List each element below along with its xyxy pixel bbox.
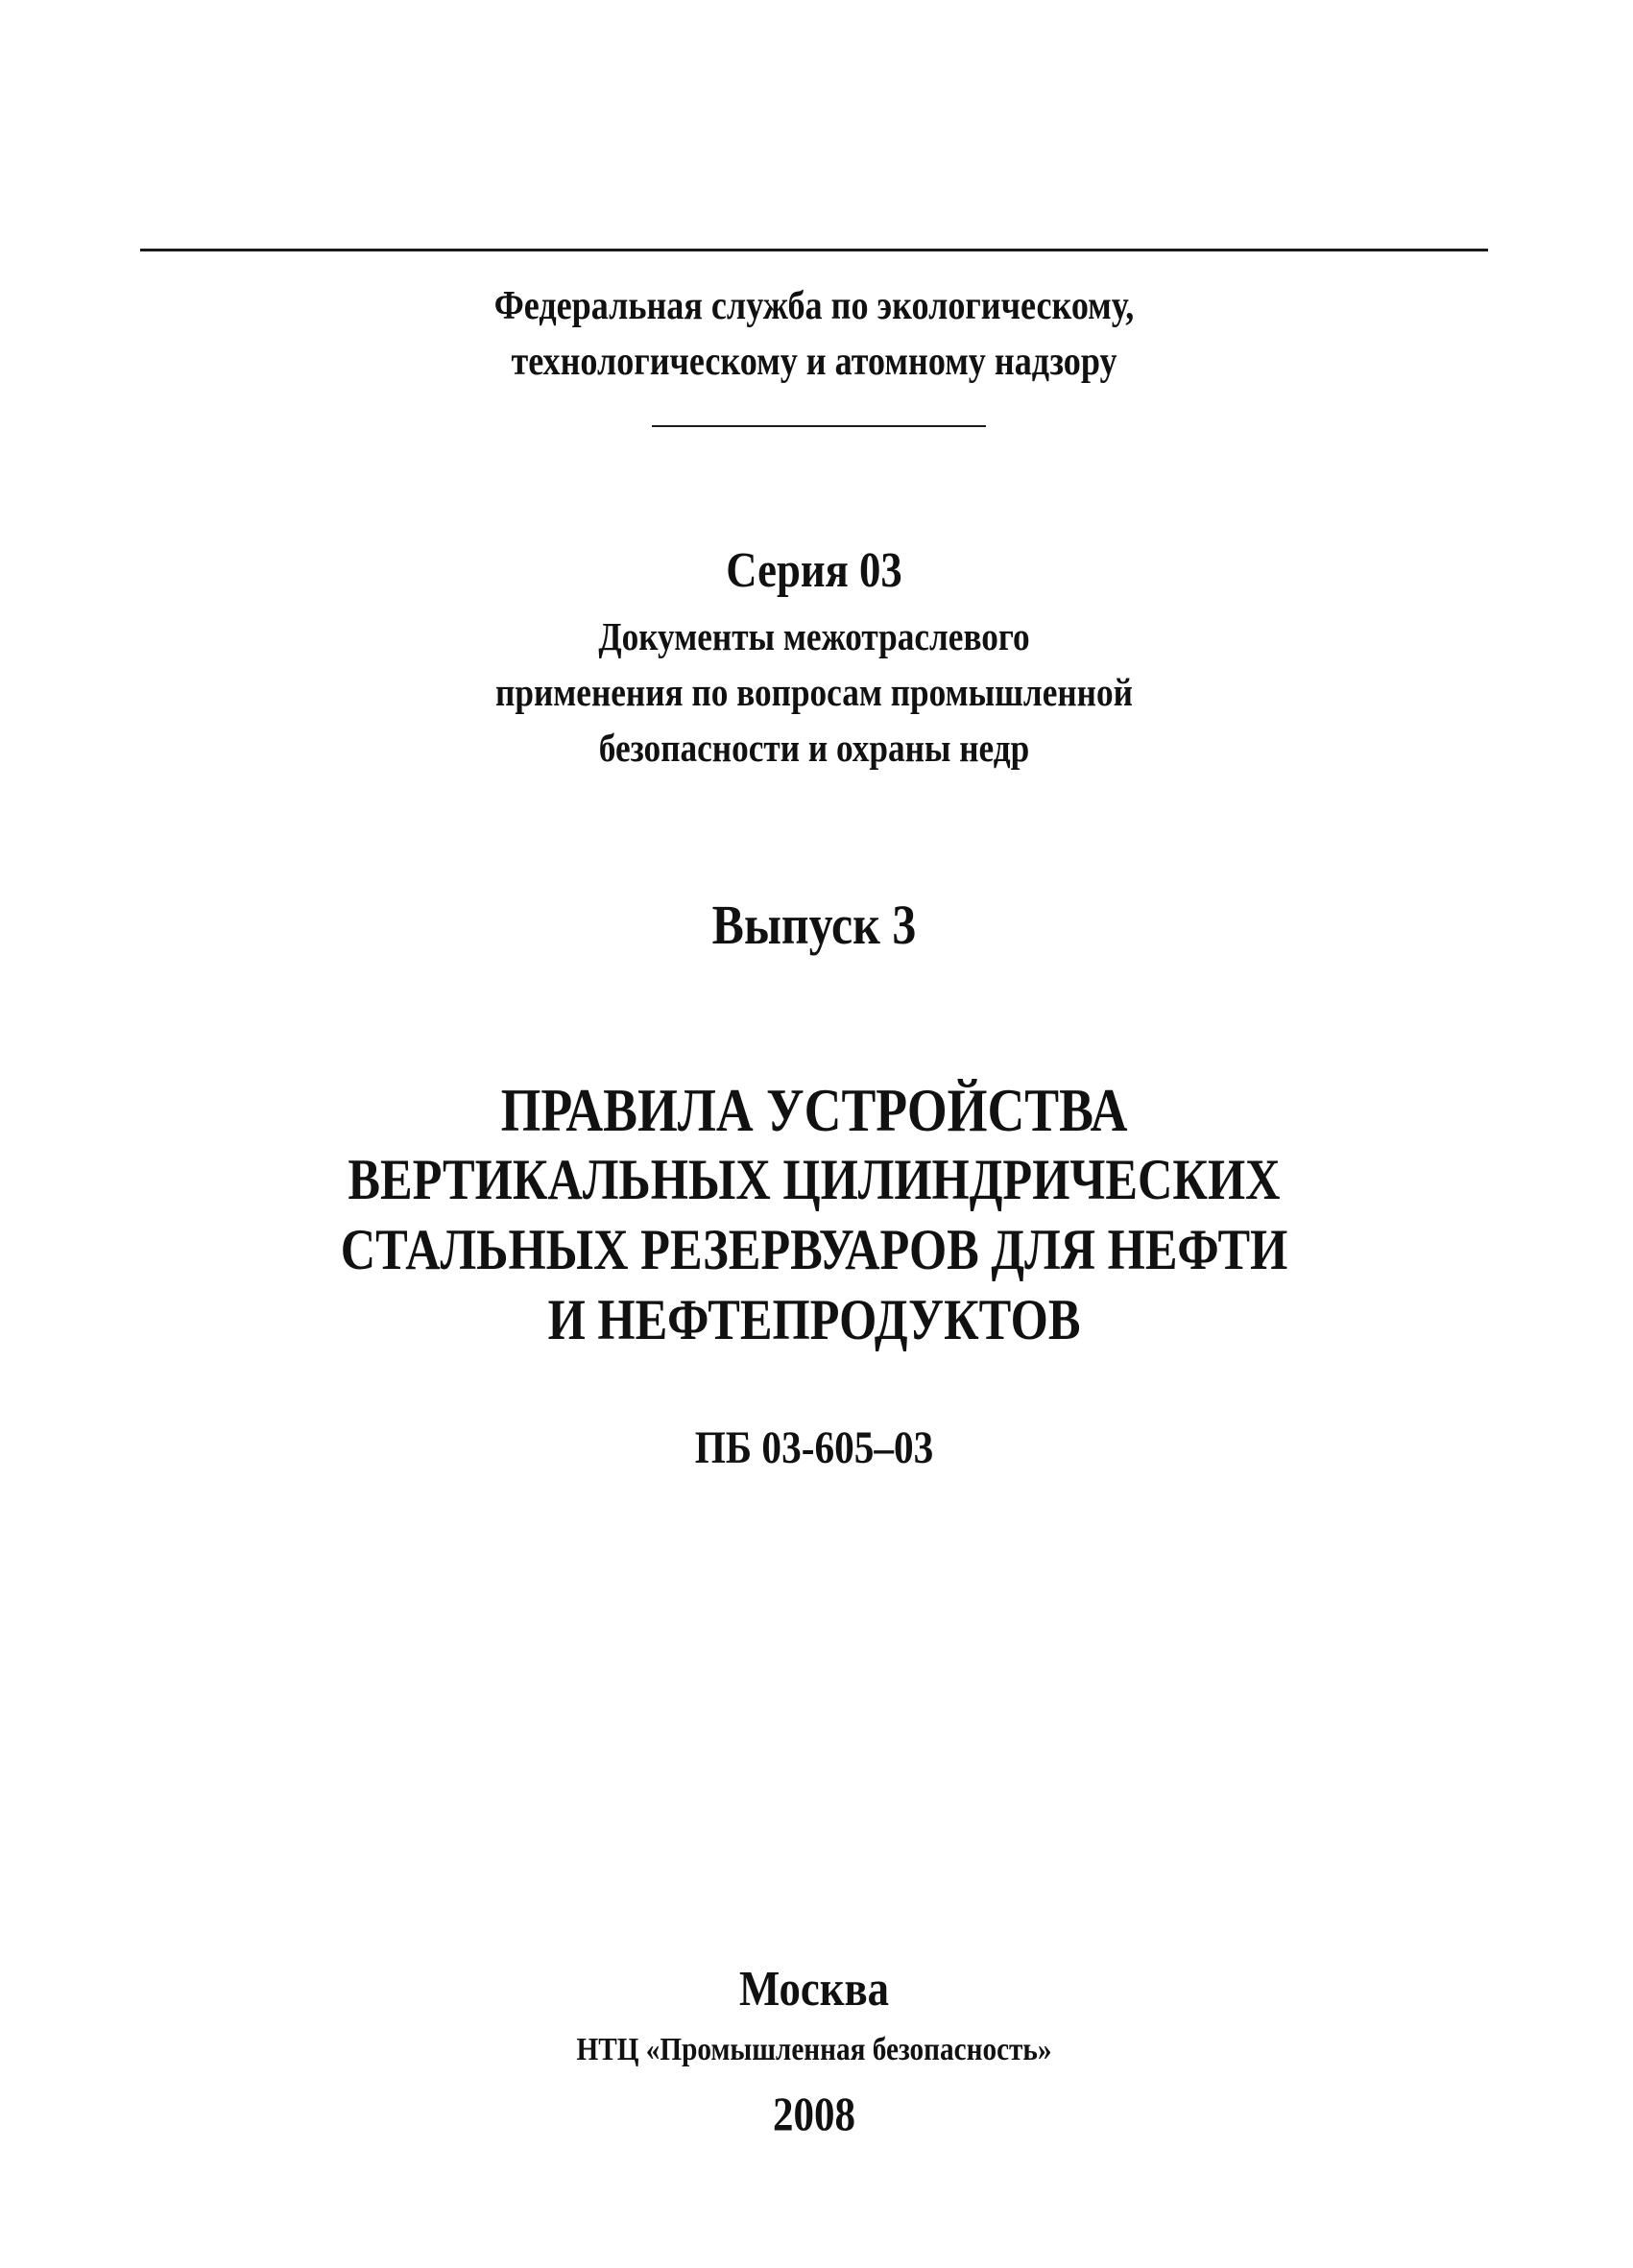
issue-number [234,891,1393,960]
series-title-text: Серия 03 [726,543,902,598]
document-title-line: И НЕФТЕПРОДУКТОВ [547,1288,1081,1351]
document-title [248,1075,1380,1355]
document-title-line: СТАЛЬНЫХ РЕЗЕРВУАРОВ ДЛЯ НЕФТИ [340,1218,1288,1281]
series-description-line: безопасности и охраны недр [598,726,1030,770]
document-code [234,1419,1393,1478]
imprint-publisher-text: НТЦ «Промышленная безопасность» [576,2032,1052,2067]
agency-line: технологическому и атомному надзору [511,340,1117,384]
agency-line: Федеральная служба по экологическому, [493,284,1135,328]
imprint-city-text: Москва [738,1962,890,2017]
series-description-line: Документы межотраслевого [598,614,1030,658]
imprint-year [234,2083,1393,2144]
document-title-line: ПРАВИЛА УСТРОЙСТВА [500,1076,1128,1144]
document-code-text: ПБ 03-605–03 [694,1422,934,1473]
issue-number-text: Выпуск 3 [711,894,917,956]
agency-name [234,278,1393,390]
series-title [234,539,1393,603]
series-description-line: применения по вопросам промышленной [495,670,1133,714]
imprint-year-text: 2008 [773,2087,855,2140]
agency-divider [652,425,986,427]
imprint-publisher [234,2027,1393,2073]
series-description [234,609,1393,776]
top-rule [140,249,1488,251]
document-title-line: ВЕРТИКАЛЬНЫХ ЦИЛИНДРИЧЕСКИХ [348,1148,1281,1211]
imprint-city [234,1958,1393,2021]
